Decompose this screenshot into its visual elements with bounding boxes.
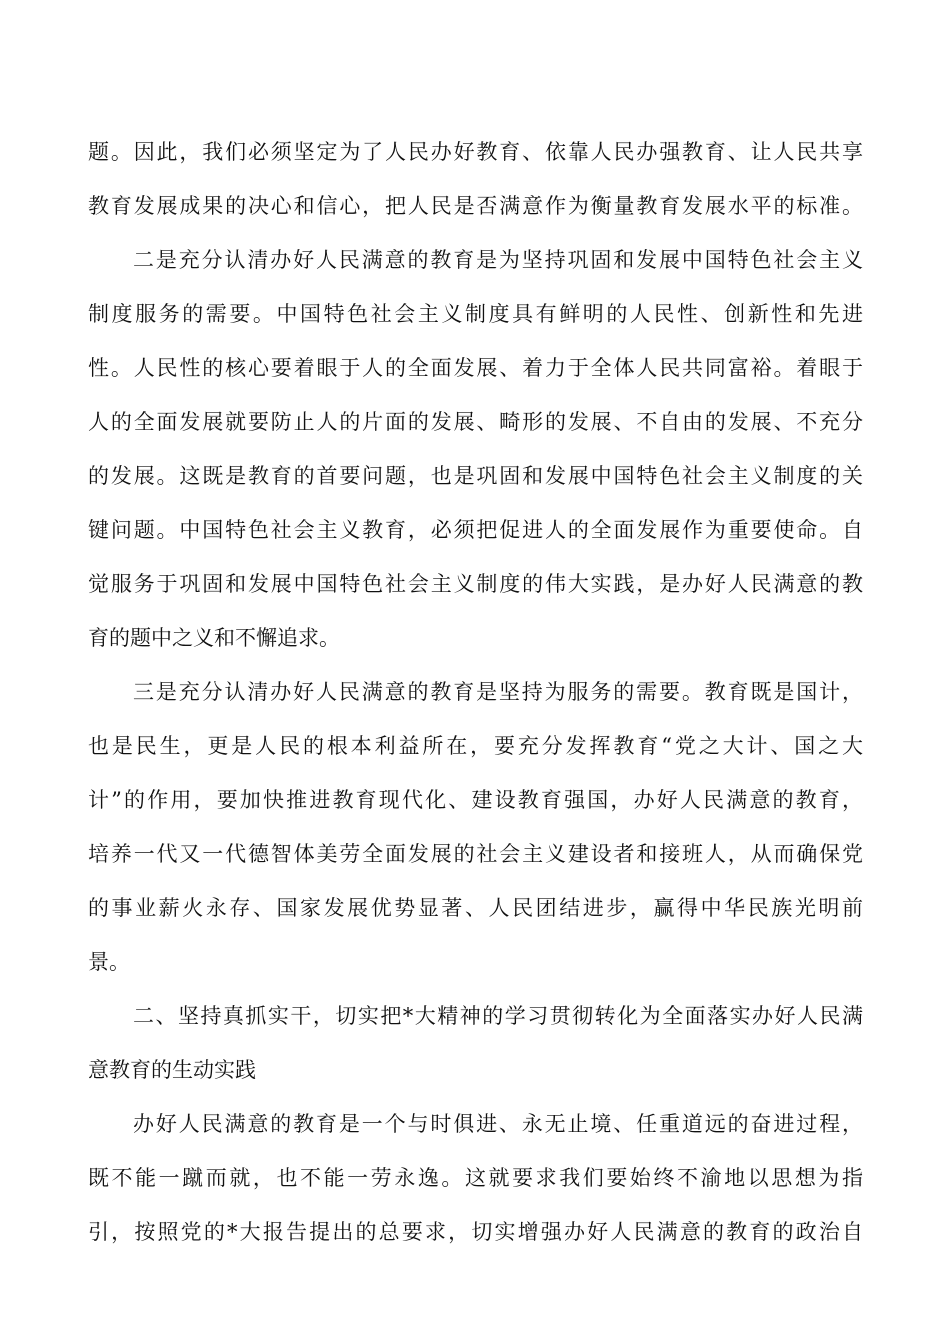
text-line: 也是民生，更是人民的根本利益所在，要充分发挥教育“党之大计、国之大: [88, 734, 863, 758]
text-line: 性。人民性的核心要着眼于人的全面发展、着力于全体人民共同富裕。着眼于: [88, 356, 863, 380]
text-line: 制度服务的需要。中国特色社会主义制度具有鲜明的人民性、创新性和先进: [88, 302, 863, 326]
paragraph-first-line: 二是充分认清办好人民满意的教育是为坚持巩固和发展中国特色社会主义: [133, 248, 863, 272]
paragraph-first-line: 办好人民满意的教育是一个与时俱进、永无止境、任重道远的奋进过程，: [133, 1112, 863, 1136]
paragraph-first-line: 三是充分认清办好人民满意的教育是坚持为服务的需要。教育既是国计，: [133, 680, 863, 704]
text-line: 键问题。中国特色社会主义教育，必须把促进人的全面发展作为重要使命。自: [88, 518, 863, 542]
text-line: 既不能一蹴而就，也不能一劳永逸。这就要求我们要始终不渝地以思想为指: [88, 1166, 863, 1190]
paragraph-last-line: 景。: [88, 950, 130, 974]
section-heading: 二、坚持真抓实干，切实把*大精神的学习贯彻转化为全面落实办好人民满: [133, 1004, 863, 1028]
text-line: 培养一代又一代德智体美劳全面发展的社会主义建设者和接班人，从而确保党: [88, 842, 863, 866]
text-line: 的事业薪火永存、国家发展优势显著、人民团结进步，赢得中华民族光明前: [88, 896, 863, 920]
text-line: 教育发展成果的决心和信心，把人民是否满意作为衡量教育发展水平的标准。: [88, 194, 863, 218]
text-line: 题。因此，我们必须坚定为了人民办好教育、依靠人民办强教育、让人民共享: [88, 140, 863, 164]
text-line: 计”的作用，要加快推进教育现代化、建设教育强国，办好人民满意的教育，: [88, 788, 863, 812]
text-line: 的发展。这既是教育的首要问题，也是巩固和发展中国特色社会主义制度的关: [88, 464, 863, 488]
text-line: 觉服务于巩固和发展中国特色社会主义制度的伟大实践，是办好人民满意的教: [88, 572, 863, 596]
text-line: 引，按照党的*大报告提出的总要求，切实增强办好人民满意的教育的政治自: [88, 1220, 863, 1244]
paragraph-last-line: 育的题中之义和不懈追求。: [88, 626, 340, 650]
text-line: 人的全面发展就要防止人的片面的发展、畸形的发展、不自由的发展、不充分: [88, 410, 863, 434]
section-heading-continued: 意教育的生动实践: [88, 1058, 256, 1082]
